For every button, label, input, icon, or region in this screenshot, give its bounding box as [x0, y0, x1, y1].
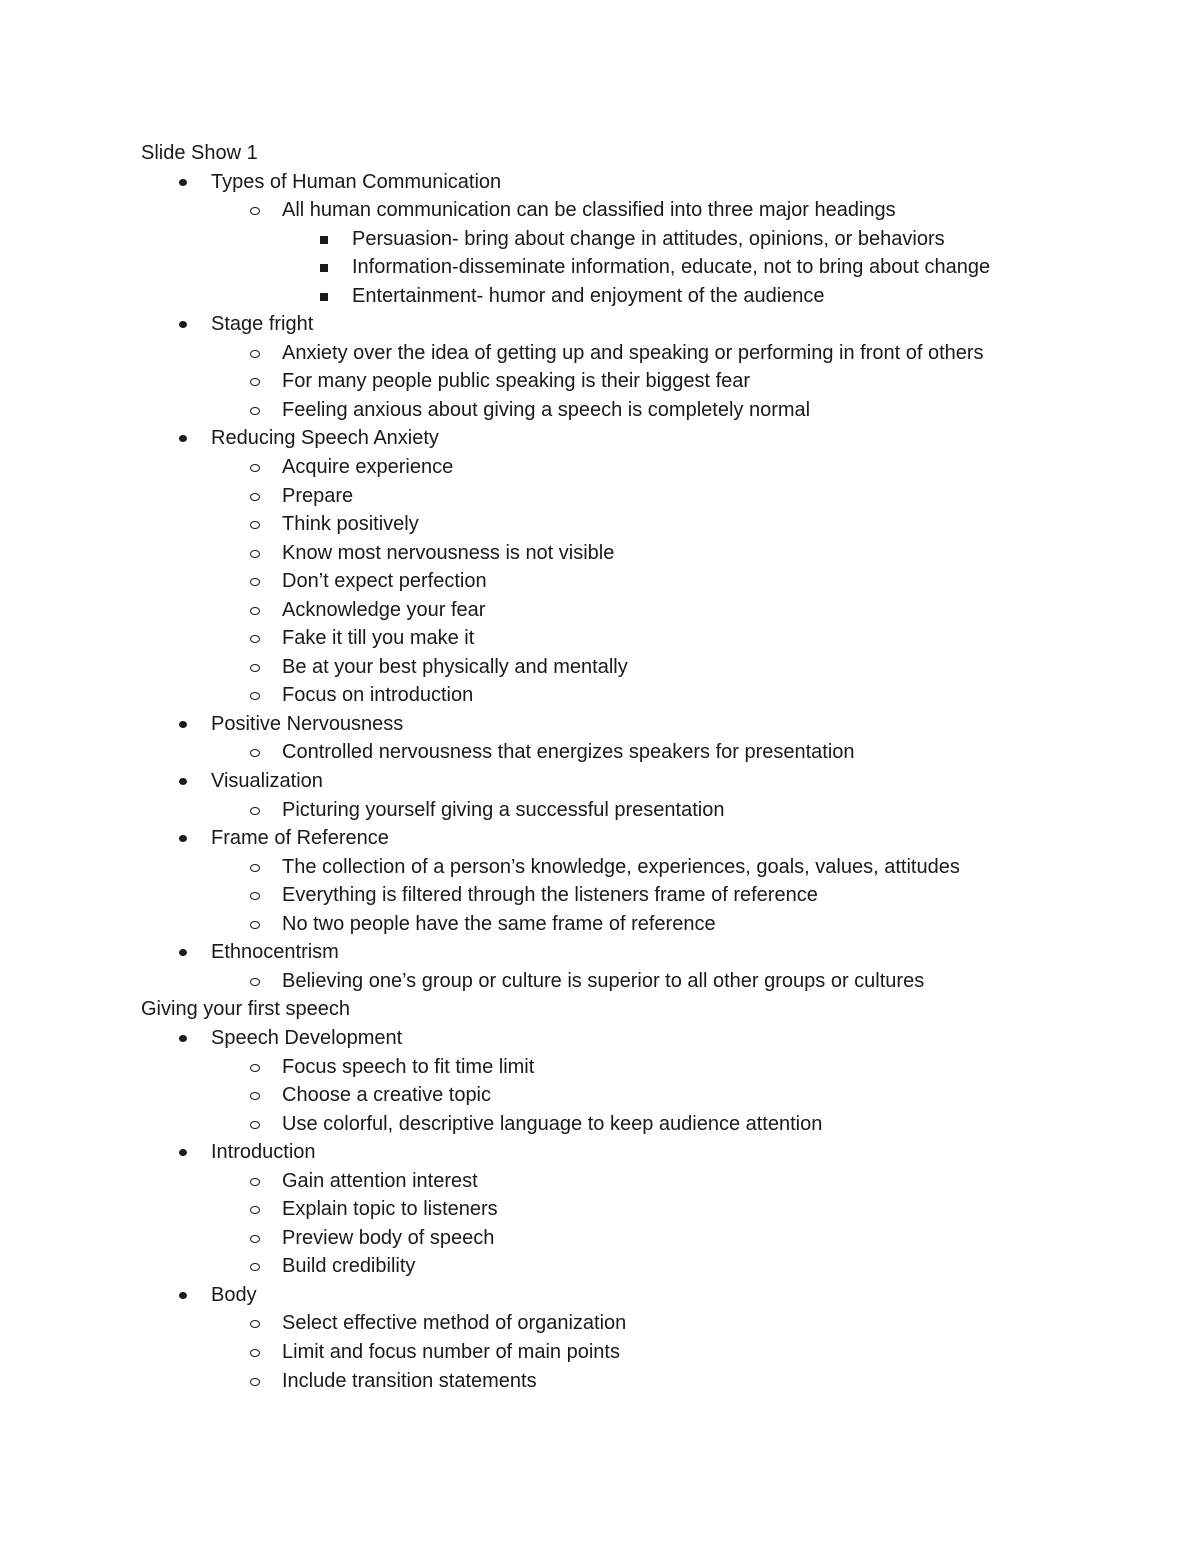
sub-list-item	[0, 1252, 1200, 1281]
list-item	[0, 938, 1200, 967]
list-item-text: Visualization	[211, 770, 323, 793]
sub-sub-list-item-text: Information-disseminate information, educate, not to bring about change	[352, 256, 991, 279]
list-item-text: Speech Development	[211, 1026, 403, 1049]
sub-list-item	[0, 367, 1200, 396]
filled-circle-bullet-icon	[179, 321, 187, 328]
hollow-circle-bullet-icon	[250, 807, 260, 815]
sub-list-item-text: Use colorful, descriptive language to keep audience attention	[282, 1112, 823, 1135]
sub-list-item-text: Anxiety over the idea of getting up and speaking or performing in front of others	[282, 341, 984, 364]
list-item	[0, 824, 1200, 853]
hollow-circle-bullet-icon	[250, 635, 260, 643]
hollow-circle-bullet-icon	[250, 1320, 260, 1328]
hollow-circle-bullet-icon	[250, 1064, 260, 1072]
list-item	[0, 310, 1200, 339]
list-item-text: Introduction	[211, 1141, 316, 1164]
sub-list-item	[0, 482, 1200, 511]
square-bullet-icon	[320, 264, 328, 272]
hollow-circle-bullet-icon	[250, 407, 260, 415]
sub-list-item-text: Gain attention interest	[282, 1169, 478, 1192]
filled-circle-bullet-icon	[179, 1035, 187, 1042]
hollow-circle-bullet-icon	[250, 1378, 260, 1386]
sub-list-item	[0, 681, 1200, 710]
square-bullet-icon	[320, 236, 328, 244]
sub-list-item-text: Don’t expect perfection	[282, 570, 487, 593]
hollow-circle-bullet-icon	[250, 1178, 260, 1186]
sub-list-item	[0, 910, 1200, 939]
filled-circle-bullet-icon	[179, 949, 187, 956]
list-item	[0, 1138, 1200, 1167]
section-heading	[0, 995, 1200, 1024]
hollow-circle-bullet-icon	[250, 692, 260, 700]
hollow-circle-bullet-icon	[250, 607, 260, 615]
hollow-circle-bullet-icon	[250, 378, 260, 386]
document-body	[0, 139, 1200, 1395]
sub-list-item	[0, 653, 1200, 682]
sub-list-item-text: All human communication can be classified into three major headings	[282, 199, 896, 222]
sub-list-item	[0, 1224, 1200, 1253]
list-item	[0, 1281, 1200, 1310]
hollow-circle-bullet-icon	[250, 350, 260, 358]
sub-list-item	[0, 624, 1200, 653]
sub-list-item-text: For many people public speaking is their biggest fear	[282, 370, 751, 393]
sub-list-item-text: The collection of a person’s knowledge, experiences, goals, values, attitudes	[282, 855, 960, 878]
hollow-circle-bullet-icon	[250, 207, 260, 215]
list-item	[0, 767, 1200, 796]
sub-list-item	[0, 967, 1200, 996]
sub-list-item	[0, 453, 1200, 482]
sub-list-item	[0, 1195, 1200, 1224]
hollow-circle-bullet-icon	[250, 1092, 260, 1100]
sub-sub-list-item	[0, 253, 1200, 282]
sub-list-item-text: Acknowledge your fear	[282, 598, 486, 621]
list-item	[0, 168, 1200, 197]
sub-list-item	[0, 596, 1200, 625]
sub-list-item	[0, 853, 1200, 882]
sub-sub-list-item	[0, 225, 1200, 254]
sub-list-item	[0, 1053, 1200, 1082]
sub-list-item-text: Think positively	[282, 513, 419, 536]
filled-circle-bullet-icon	[179, 435, 187, 442]
hollow-circle-bullet-icon	[250, 521, 260, 529]
filled-circle-bullet-icon	[179, 835, 187, 842]
hollow-circle-bullet-icon	[250, 1121, 260, 1129]
sub-list-item-text: Focus on introduction	[282, 684, 474, 707]
sub-list-item	[0, 1309, 1200, 1338]
list-item	[0, 710, 1200, 739]
sub-list-item	[0, 339, 1200, 368]
square-bullet-icon	[320, 293, 328, 301]
hollow-circle-bullet-icon	[250, 578, 260, 586]
sub-list-item	[0, 1338, 1200, 1367]
sub-list-item-text: Preview body of speech	[282, 1226, 495, 1249]
sub-sub-list-item-text: Entertainment- humor and enjoyment of the audience	[352, 284, 825, 307]
sub-list-item-text: Prepare	[282, 484, 354, 507]
sub-list-item	[0, 796, 1200, 825]
sub-list-item-text: Limit and focus number of main points	[282, 1340, 620, 1363]
hollow-circle-bullet-icon	[250, 921, 260, 929]
section-heading	[0, 139, 1200, 168]
list-item	[0, 424, 1200, 453]
list-item-text: Types of Human Communication	[211, 170, 502, 193]
list-item	[0, 1024, 1200, 1053]
sub-list-item-text: Feeling anxious about giving a speech is completely normal	[282, 398, 811, 421]
sub-list-item	[0, 1167, 1200, 1196]
sub-list-item	[0, 396, 1200, 425]
list-item-text: Positive Nervousness	[211, 712, 404, 735]
sub-list-item-text: Picturing yourself giving a successful presentation	[282, 798, 725, 821]
sub-list-item-text: Everything is filtered through the listeners frame of reference	[282, 884, 818, 907]
sub-list-item-text: Explain topic to listeners	[282, 1198, 498, 1221]
hollow-circle-bullet-icon	[250, 1349, 260, 1357]
sub-list-item-text: No two people have the same frame of reference	[282, 912, 716, 935]
list-item-text: Frame of Reference	[211, 827, 389, 850]
hollow-circle-bullet-icon	[250, 749, 260, 757]
filled-circle-bullet-icon	[179, 179, 187, 186]
filled-circle-bullet-icon	[179, 1292, 187, 1299]
hollow-circle-bullet-icon	[250, 978, 260, 986]
hollow-circle-bullet-icon	[250, 864, 260, 872]
sub-list-item	[0, 1367, 1200, 1396]
filled-circle-bullet-icon	[179, 721, 187, 728]
list-item-text: Stage fright	[211, 313, 314, 336]
hollow-circle-bullet-icon	[250, 464, 260, 472]
hollow-circle-bullet-icon	[250, 1235, 260, 1243]
hollow-circle-bullet-icon	[250, 664, 260, 672]
sub-sub-list-item	[0, 282, 1200, 311]
hollow-circle-bullet-icon	[250, 493, 260, 501]
filled-circle-bullet-icon	[179, 778, 187, 785]
filled-circle-bullet-icon	[179, 1149, 187, 1156]
sub-list-item	[0, 196, 1200, 225]
sub-list-item	[0, 510, 1200, 539]
list-item-text: Reducing Speech Anxiety	[211, 427, 439, 450]
sub-list-item	[0, 738, 1200, 767]
hollow-circle-bullet-icon	[250, 1206, 260, 1214]
hollow-circle-bullet-icon	[250, 1263, 260, 1271]
list-item-text: Ethnocentrism	[211, 941, 339, 964]
section-heading-text: Slide Show 1	[141, 142, 258, 164]
sub-list-item-text: Be at your best physically and mentally	[282, 655, 628, 678]
section-heading-text: Giving your first speech	[141, 998, 350, 1021]
sub-list-item-text: Believing one’s group or culture is superior to all other groups or cultures	[282, 969, 925, 992]
sub-list-item-text: Controlled nervousness that energizes speakers for presentation	[282, 741, 855, 764]
sub-list-item-text: Know most nervousness is not visible	[282, 541, 615, 564]
sub-list-item-text: Select effective method of organization	[282, 1312, 627, 1335]
sub-list-item	[0, 1081, 1200, 1110]
sub-list-item-text: Fake it till you make it	[282, 627, 475, 650]
sub-list-item	[0, 539, 1200, 568]
sub-list-item-text: Focus speech to fit time limit	[282, 1055, 535, 1078]
sub-list-item-text: Build credibility	[282, 1255, 416, 1278]
sub-list-item-text: Acquire experience	[282, 456, 454, 479]
sub-list-item	[0, 567, 1200, 596]
hollow-circle-bullet-icon	[250, 892, 260, 900]
sub-list-item-text: Include transition statements	[282, 1369, 537, 1392]
sub-list-item-text: Choose a creative topic	[282, 1084, 492, 1107]
sub-sub-list-item-text: Persuasion- bring about change in attitudes, opinions, or behaviors	[352, 227, 945, 250]
sub-list-item	[0, 881, 1200, 910]
list-item-text: Body	[211, 1283, 257, 1306]
hollow-circle-bullet-icon	[250, 550, 260, 558]
sub-list-item	[0, 1110, 1200, 1139]
